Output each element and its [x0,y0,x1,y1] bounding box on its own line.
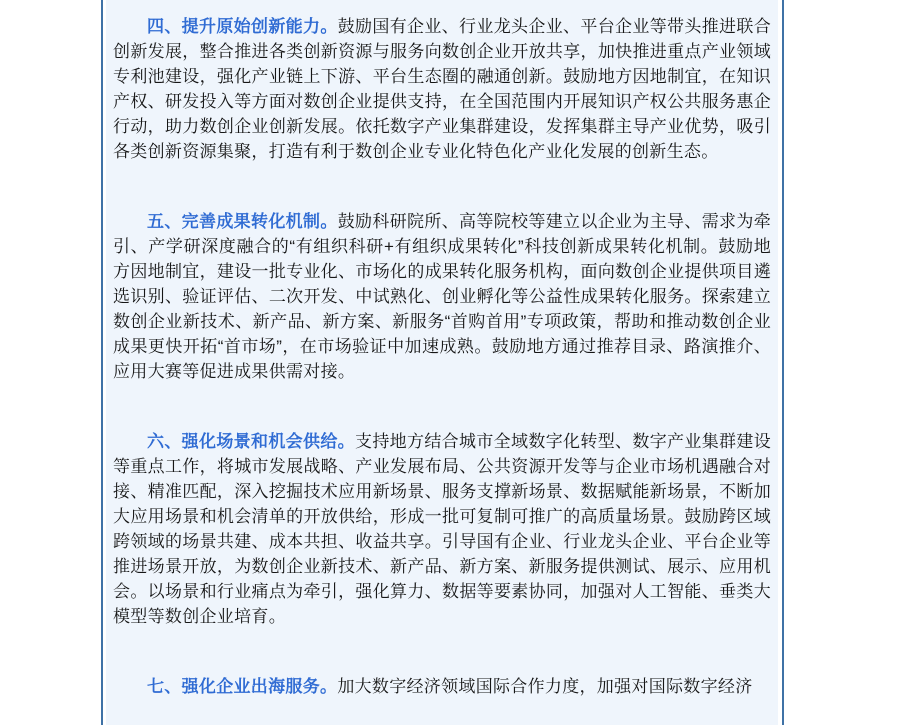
article-body [106,0,778,725]
right-border-line [782,0,784,725]
left-border-line [101,0,103,725]
section-paragraph-4 [113,14,771,164]
section-paragraph-5 [113,209,771,384]
section-text-6: 支持地方结合城市全域数字化转型、数字产业集群建设等重点工作，将城市发展战略、产业发展布局、公共资源开发等与企业市场机遇融合对接、精准匹配，深入挖掘技术应用新场景、服务支撑新场景、数据赋能新场景，不断加大应用场景和机会清单的开放供给，形成一批可复制可推广的高质量场景。鼓励跨区域跨领域的场景共建、成本共担、收益共享。引导国有企业、行业龙头企业、平台企业等推进场景开放，为数创企业新技术、新产品、新方案、新服务提供测试、展示、应用机会。以场景和行业痛点为牵引，强化算力、数据等要素协同，加强对人工智能、垂类大模型等数创企业培育。 [113,432,771,626]
section-text-5: 鼓励科研院所、高等院校等建立以企业为主导、需求为牵引、产学研深度融合的“有组织科研+有组织成果转化”科技创新成果转化机制。鼓励地方因地制宜，建设一批专业化、市场化的成果转化服务机构，面向数创企业提供项目遴选识别、验证评估、二次开发、中试熟化、创业孵化等公益性成果转化服务。探索建立数创企业新技术、新产品、新方案、新服务“首购首用”专项政策，帮助和推动数创企业成果更快开拓“首市场”，在市场验证中加速成熟。鼓励地方通过推荐目录、路演推介、应用大赛等促进成果供需对接。 [113,212,772,381]
section-heading-5: 五、完善成果转化机制。 [147,212,338,231]
section-paragraph-6 [113,429,771,629]
section-heading-7: 七、强化企业出海服务。 [147,677,338,696]
section-text-4: 鼓励国有企业、行业龙头企业、平台企业等带头推进联合创新发展，整合推进各类创新资源与服务向数创企业开放共享，加快推进重点产业领域专利池建设，强化产业链上下游、平台生态圈的融通创新。鼓励地方因地制宜，在知识产权、研发投入等方面对数创企业提供支持，在全国范围内开展知识产权公共服务惠企行动，助力数创企业创新发展。依托数字产业集群建设，发挥集群主导产业优势，吸引各类创新资源集聚，打造有利于数创企业专业化特色化产业化发展的创新生态。 [113,17,772,161]
section-text-7: 加大数字经济领域国际合作力度，加强对国际数字经济 [337,677,753,696]
section-heading-6: 六、强化场景和机会供给。 [147,432,356,451]
section-heading-4: 四、提升原始创新能力。 [147,17,338,36]
section-paragraph-7 [113,674,771,699]
